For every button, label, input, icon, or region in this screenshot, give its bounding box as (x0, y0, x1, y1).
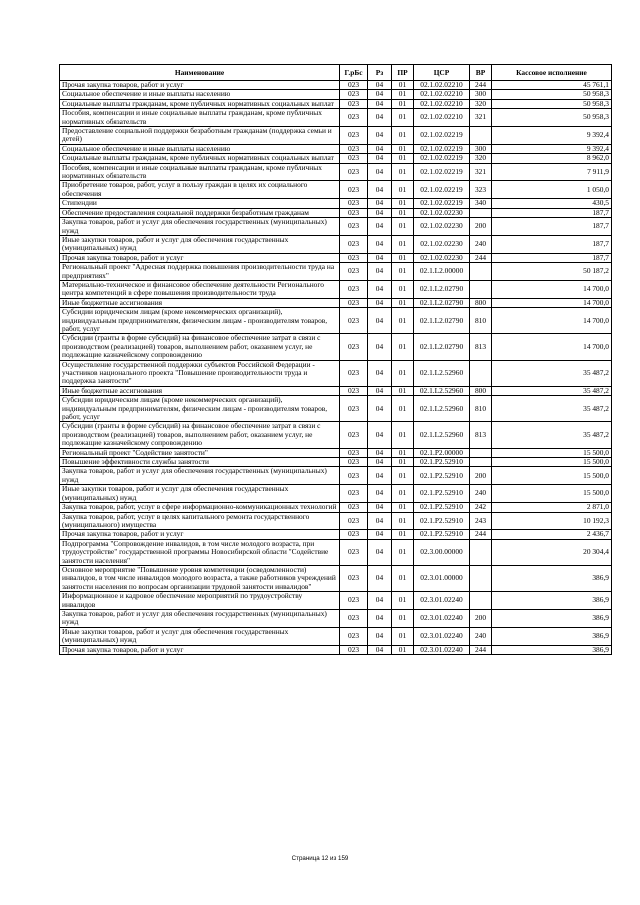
table-row (60, 539, 612, 565)
cell-csr: 02.1.02.02230 (414, 253, 470, 262)
cell-grbs: 023 (340, 592, 368, 610)
cell-grbs: 023 (340, 109, 368, 127)
cell-csr: 02.1.02.02219 (414, 127, 470, 145)
table-row (60, 627, 612, 645)
cell-grbs: 023 (340, 298, 368, 307)
cell-amount: 15 500,0 (492, 467, 612, 485)
cell-vr (470, 448, 492, 457)
cell-rz: 04 (368, 334, 392, 360)
cell-pr: 01 (392, 199, 414, 208)
cell-grbs: 023 (340, 627, 368, 645)
cell-vr: 240 (470, 235, 492, 253)
table-row (60, 235, 612, 253)
cell-grbs: 023 (340, 235, 368, 253)
cell-vr: 813 (470, 334, 492, 360)
cell-csr: 02.1.L2.52960 (414, 396, 470, 422)
table-row (60, 485, 612, 503)
cell-name: Региональный проект "Содействие занятости" (60, 448, 340, 457)
cell-csr: 02.3.01.02240 (414, 592, 470, 610)
cell-name: Осуществление государственной поддержки субъектов Российской Федерации - участников национального проекта "Повышение производительности труда и поддержка занятости" (60, 360, 340, 386)
cell-amount: 35 487,2 (492, 396, 612, 422)
cell-grbs: 023 (340, 144, 368, 153)
cell-csr: 02.1.P2.52910 (414, 530, 470, 539)
cell-grbs: 023 (340, 609, 368, 627)
cell-vr: 244 (470, 645, 492, 654)
cell-pr: 01 (392, 90, 414, 99)
cell-name: Пособия, компенсации и иные социальные выплаты гражданам, кроме публичных нормативных обязательств (60, 109, 340, 127)
cell-amount: 50 187,2 (492, 263, 612, 281)
cell-rz: 04 (368, 109, 392, 127)
cell-csr: 02.3.00.00000 (414, 539, 470, 565)
cell-rz: 04 (368, 154, 392, 163)
cell-amount: 14 700,0 (492, 280, 612, 298)
cell-grbs: 023 (340, 386, 368, 395)
table-row (60, 109, 612, 127)
cell-amount: 187,7 (492, 218, 612, 236)
cell-csr: 02.1.02.02230 (414, 208, 470, 217)
cell-pr: 01 (392, 253, 414, 262)
table-body (60, 81, 612, 655)
cell-csr: 02.1.P2.00000 (414, 448, 470, 457)
cell-csr: 02.1.02.02219 (414, 199, 470, 208)
cell-vr: 300 (470, 90, 492, 99)
table-row (60, 280, 612, 298)
cell-grbs: 023 (340, 99, 368, 108)
cell-pr: 01 (392, 163, 414, 181)
cell-csr: 02.1.P2.52910 (414, 485, 470, 503)
cell-rz: 04 (368, 280, 392, 298)
table-row (60, 467, 612, 485)
cell-rz: 04 (368, 263, 392, 281)
cell-pr: 01 (392, 512, 414, 530)
cell-vr: 240 (470, 485, 492, 503)
cell-rz: 04 (368, 181, 392, 199)
table-row (60, 530, 612, 539)
cell-rz: 04 (368, 81, 392, 90)
cell-rz: 04 (368, 235, 392, 253)
page-footer: Страница 12 из 159 (291, 855, 349, 862)
cell-rz: 04 (368, 144, 392, 153)
cell-vr: 300 (470, 144, 492, 153)
cell-pr: 01 (392, 396, 414, 422)
table-row (60, 396, 612, 422)
table-row (60, 208, 612, 217)
header-csr: ЦСР (414, 65, 470, 81)
cell-amount: 35 487,2 (492, 386, 612, 395)
cell-pr: 01 (392, 448, 414, 457)
cell-vr: 242 (470, 503, 492, 512)
cell-amount: 386,9 (492, 565, 612, 591)
cell-rz: 04 (368, 99, 392, 108)
cell-vr (470, 263, 492, 281)
header-name: Наименование (60, 65, 340, 81)
cell-csr: 02.3.01.02240 (414, 645, 470, 654)
header-rz: Рз (368, 65, 392, 81)
cell-pr: 01 (392, 218, 414, 236)
cell-amount: 386,9 (492, 627, 612, 645)
cell-csr: 02.3.01.02240 (414, 627, 470, 645)
cell-pr: 01 (392, 530, 414, 539)
cell-rz: 04 (368, 360, 392, 386)
cell-rz: 04 (368, 199, 392, 208)
cell-pr: 01 (392, 539, 414, 565)
table-row (60, 386, 612, 395)
cell-amount: 45 761,1 (492, 81, 612, 90)
cell-rz: 04 (368, 512, 392, 530)
cell-csr: 02.1.L2.52960 (414, 386, 470, 395)
cell-grbs: 023 (340, 81, 368, 90)
cell-rz: 04 (368, 503, 392, 512)
cell-amount: 2 871,0 (492, 503, 612, 512)
table-row (60, 181, 612, 199)
cell-amount: 35 487,2 (492, 360, 612, 386)
table-row (60, 144, 612, 153)
cell-csr: 02.1.L2.52960 (414, 422, 470, 448)
cell-vr (470, 458, 492, 467)
cell-pr: 01 (392, 503, 414, 512)
cell-csr: 02.1.02.02210 (414, 99, 470, 108)
cell-amount: 386,9 (492, 592, 612, 610)
cell-rz: 04 (368, 530, 392, 539)
cell-pr: 01 (392, 627, 414, 645)
cell-rz: 04 (368, 645, 392, 654)
cell-name: Иные закупки товаров, работ и услуг для обеспечения государственных (муниципальных) нужд (60, 627, 340, 645)
cell-amount: 2 436,7 (492, 530, 612, 539)
cell-amount: 187,7 (492, 235, 612, 253)
cell-name: Прочая закупка товаров, работ и услуг (60, 253, 340, 262)
cell-name: Информационное и кадровое обеспечение мероприятий по трудоустройству инвалидов (60, 592, 340, 610)
cell-grbs: 023 (340, 280, 368, 298)
cell-amount: 20 304,4 (492, 539, 612, 565)
cell-rz: 04 (368, 539, 392, 565)
cell-vr (470, 565, 492, 591)
cell-vr: 800 (470, 386, 492, 395)
cell-grbs: 023 (340, 512, 368, 530)
cell-csr: 02.1.L2.02790 (414, 334, 470, 360)
cell-rz: 04 (368, 90, 392, 99)
cell-csr: 02.1.P2.52910 (414, 503, 470, 512)
cell-vr: 800 (470, 298, 492, 307)
table-row (60, 503, 612, 512)
cell-grbs: 023 (340, 448, 368, 457)
cell-grbs: 023 (340, 360, 368, 386)
table-row (60, 263, 612, 281)
cell-vr: 810 (470, 396, 492, 422)
cell-amount: 50 958,3 (492, 90, 612, 99)
cell-csr: 02.1.02.02219 (414, 144, 470, 153)
cell-csr: 02.1.L2.52960 (414, 360, 470, 386)
cell-vr (470, 127, 492, 145)
cell-amount: 50 958,3 (492, 99, 612, 108)
cell-amount: 15 500,0 (492, 458, 612, 467)
cell-grbs: 023 (340, 218, 368, 236)
cell-vr: 320 (470, 99, 492, 108)
cell-pr: 01 (392, 467, 414, 485)
cell-pr: 01 (392, 458, 414, 467)
cell-name: Субсидии (гранты в форме субсидий) на финансовое обеспечение затрат в связи с производством (реализацией) товаров, выполнением работ, оказанием услуг, не подлежащие казначейскому сопровождению (60, 422, 340, 448)
cell-rz: 04 (368, 467, 392, 485)
cell-vr: 244 (470, 81, 492, 90)
cell-grbs: 023 (340, 334, 368, 360)
cell-name: Субсидии (гранты в форме субсидий) на финансовое обеспечение затрат в связи с производством (реализацией) товаров, выполнением работ, оказанием услуг, не подлежащие казначейскому сопровождению (60, 334, 340, 360)
cell-name: Закупка товаров, работ и услуг для обеспечения государственных (муниципальных) нужд (60, 609, 340, 627)
cell-grbs: 023 (340, 90, 368, 99)
cell-amount: 14 700,0 (492, 308, 612, 334)
cell-name: Иные закупки товаров, работ и услуг для обеспечения государственных (муниципальных) нужд (60, 235, 340, 253)
cell-name: Основное мероприятие "Повышение уровня компетенции (осведомленности) инвалидов, в том числе инвалидов молодого возраста, а также работников учреждений занятости населения по вопросам организации трудовой занятости инвалидов" (60, 565, 340, 591)
table-row (60, 592, 612, 610)
cell-rz: 04 (368, 386, 392, 395)
cell-pr: 01 (392, 81, 414, 90)
cell-rz: 04 (368, 485, 392, 503)
cell-grbs: 023 (340, 539, 368, 565)
cell-name: Приобретение товаров, работ, услуг в пользу граждан в целях их социального обеспечения (60, 181, 340, 199)
cell-grbs: 023 (340, 565, 368, 591)
cell-grbs: 023 (340, 645, 368, 654)
header-pr: ПР (392, 65, 414, 81)
cell-csr: 02.1.02.02219 (414, 154, 470, 163)
cell-csr: 02.1.02.02219 (414, 181, 470, 199)
cell-amount: 15 500,0 (492, 448, 612, 457)
table-row (60, 645, 612, 654)
cell-name: Региональный проект "Адресная поддержка повышения производительности труда на предприятиях" (60, 263, 340, 281)
table-row (60, 422, 612, 448)
cell-amount: 35 487,2 (492, 422, 612, 448)
table-row (60, 458, 612, 467)
cell-amount: 8 962,0 (492, 154, 612, 163)
cell-grbs: 023 (340, 127, 368, 145)
cell-vr (470, 360, 492, 386)
cell-pr: 01 (392, 308, 414, 334)
cell-vr: 244 (470, 530, 492, 539)
cell-name: Закупка товаров, работ, услуг в целях капитального ремонта государственного (муниципального) имущества (60, 512, 340, 530)
cell-name: Субсидии юридическим лицам (кроме некоммерческих организаций), индивидуальным предпринимателям, физическим лицам - производителям товаров, работ, услуг (60, 396, 340, 422)
cell-name: Прочая закупка товаров, работ и услуг (60, 81, 340, 90)
cell-pr: 01 (392, 144, 414, 153)
cell-rz: 04 (368, 396, 392, 422)
cell-vr (470, 208, 492, 217)
budget-execution-table (59, 64, 612, 655)
cell-vr: 200 (470, 609, 492, 627)
cell-name: Стипендии (60, 199, 340, 208)
cell-name: Иные бюджетные ассигнования (60, 298, 340, 307)
cell-rz: 04 (368, 308, 392, 334)
cell-name: Закупка товаров, работ и услуг для обеспечения государственных (муниципальных) нужд (60, 467, 340, 485)
header-grbs: Г.рБс (340, 65, 368, 81)
cell-rz: 04 (368, 208, 392, 217)
cell-vr: 244 (470, 253, 492, 262)
cell-rz: 04 (368, 592, 392, 610)
cell-pr: 01 (392, 298, 414, 307)
cell-rz: 04 (368, 565, 392, 591)
cell-csr: 02.1.P2.52910 (414, 458, 470, 467)
cell-name: Материально-техническое и финансовое обеспечение деятельности Регионального центра компетенций в сфере повышения производительности труда (60, 280, 340, 298)
cell-csr: 02.3.01.02240 (414, 609, 470, 627)
cell-name: Закупка товаров, работ, услуг в сфере информационно-коммуникационных технологий (60, 503, 340, 512)
cell-vr (470, 280, 492, 298)
cell-pr: 01 (392, 235, 414, 253)
cell-vr: 320 (470, 154, 492, 163)
cell-grbs: 023 (340, 163, 368, 181)
table-row (60, 253, 612, 262)
cell-rz: 04 (368, 609, 392, 627)
cell-name: Пособия, компенсации и иные социальные выплаты гражданам, кроме публичных нормативных обязательств (60, 163, 340, 181)
cell-pr: 01 (392, 360, 414, 386)
table-header-row (60, 65, 612, 81)
cell-pr: 01 (392, 592, 414, 610)
cell-pr: 01 (392, 422, 414, 448)
cell-name: Прочая закупка товаров, работ и услуг (60, 530, 340, 539)
cell-amount: 187,7 (492, 208, 612, 217)
table-row (60, 81, 612, 90)
cell-name: Закупка товаров, работ и услуг для обеспечения государственных (муниципальных) нужд (60, 218, 340, 236)
cell-amount: 7 911,9 (492, 163, 612, 181)
cell-name: Социальное обеспечение и иные выплаты населению (60, 144, 340, 153)
cell-grbs: 023 (340, 208, 368, 217)
cell-pr: 01 (392, 645, 414, 654)
header-vr: ВР (470, 65, 492, 81)
cell-vr: 243 (470, 512, 492, 530)
cell-pr: 01 (392, 609, 414, 627)
table-row (60, 565, 612, 591)
cell-amount: 386,9 (492, 609, 612, 627)
cell-name: Обеспечение предоставления социальной поддержки безработным гражданам (60, 208, 340, 217)
table-row (60, 334, 612, 360)
cell-name: Иные закупки товаров, работ и услуг для обеспечения государственных (муниципальных) нужд (60, 485, 340, 503)
cell-rz: 04 (368, 163, 392, 181)
cell-name: Социальные выплаты гражданам, кроме публичных нормативных социальных выплат (60, 99, 340, 108)
cell-rz: 04 (368, 298, 392, 307)
cell-grbs: 023 (340, 181, 368, 199)
cell-pr: 01 (392, 208, 414, 217)
cell-amount: 9 392,4 (492, 144, 612, 153)
table-row (60, 199, 612, 208)
cell-name: Иные бюджетные ассигнования (60, 386, 340, 395)
header-amount: Кассовое исполнение (492, 65, 612, 81)
cell-name: Подпрограмма "Сопровождение инвалидов, в том числе молодого возраста, при трудоустройстве" государственной программы Новосибирской области "Содействие занятости населения" (60, 539, 340, 565)
cell-grbs: 023 (340, 467, 368, 485)
cell-pr: 01 (392, 127, 414, 145)
table-row (60, 154, 612, 163)
table-row (60, 360, 612, 386)
cell-grbs: 023 (340, 530, 368, 539)
table-row (60, 308, 612, 334)
cell-amount: 14 700,0 (492, 334, 612, 360)
cell-pr: 01 (392, 386, 414, 395)
cell-grbs: 023 (340, 263, 368, 281)
table-row (60, 448, 612, 457)
cell-grbs: 023 (340, 199, 368, 208)
cell-pr: 01 (392, 565, 414, 591)
cell-csr: 02.1.L2.02790 (414, 280, 470, 298)
cell-vr: 340 (470, 199, 492, 208)
table-row (60, 609, 612, 627)
cell-amount: 1 050,0 (492, 181, 612, 199)
table-row (60, 218, 612, 236)
cell-csr: 02.1.02.02219 (414, 163, 470, 181)
cell-rz: 04 (368, 218, 392, 236)
cell-amount: 430,5 (492, 199, 612, 208)
cell-grbs: 023 (340, 253, 368, 262)
cell-pr: 01 (392, 99, 414, 108)
cell-vr: 813 (470, 422, 492, 448)
cell-pr: 01 (392, 109, 414, 127)
cell-amount: 15 500,0 (492, 485, 612, 503)
cell-csr: 02.1.02.02210 (414, 81, 470, 90)
cell-name: Социальное обеспечение и иные выплаты населению (60, 90, 340, 99)
cell-csr: 02.3.01.00000 (414, 565, 470, 591)
cell-amount: 187,7 (492, 253, 612, 262)
cell-csr: 02.1.02.02230 (414, 218, 470, 236)
table-row (60, 298, 612, 307)
cell-amount: 9 392,4 (492, 127, 612, 145)
cell-vr: 810 (470, 308, 492, 334)
table-row (60, 99, 612, 108)
cell-csr: 02.1.L2.00000 (414, 263, 470, 281)
cell-name: Предоставление социальной поддержки безработным гражданам (поддержка семьи и детей) (60, 127, 340, 145)
cell-vr: 323 (470, 181, 492, 199)
cell-csr: 02.1.P2.52910 (414, 512, 470, 530)
cell-vr: 200 (470, 218, 492, 236)
cell-pr: 01 (392, 334, 414, 360)
cell-rz: 04 (368, 253, 392, 262)
cell-pr: 01 (392, 280, 414, 298)
cell-pr: 01 (392, 263, 414, 281)
cell-grbs: 023 (340, 503, 368, 512)
cell-csr: 02.1.P2.52910 (414, 467, 470, 485)
cell-pr: 01 (392, 154, 414, 163)
cell-vr: 240 (470, 627, 492, 645)
cell-amount: 50 958,3 (492, 109, 612, 127)
cell-name: Субсидии юридическим лицам (кроме некоммерческих организаций), индивидуальным предпринимателям, физическим лицам - производителям товаров, работ, услуг (60, 308, 340, 334)
cell-grbs: 023 (340, 422, 368, 448)
cell-csr: 02.1.L2.02790 (414, 308, 470, 334)
cell-csr: 02.1.02.02210 (414, 90, 470, 99)
cell-name: Социальные выплаты гражданам, кроме публичных нормативных социальных выплат (60, 154, 340, 163)
table-row (60, 90, 612, 99)
table-row (60, 163, 612, 181)
table-row (60, 127, 612, 145)
cell-csr: 02.1.02.02210 (414, 109, 470, 127)
cell-amount: 386,9 (492, 645, 612, 654)
cell-pr: 01 (392, 485, 414, 503)
cell-grbs: 023 (340, 458, 368, 467)
cell-name: Повышение эффективности службы занятости (60, 458, 340, 467)
cell-grbs: 023 (340, 485, 368, 503)
cell-csr: 02.1.02.02230 (414, 235, 470, 253)
cell-vr (470, 592, 492, 610)
table-row (60, 512, 612, 530)
cell-grbs: 023 (340, 308, 368, 334)
cell-vr: 321 (470, 109, 492, 127)
cell-csr: 02.1.L2.02790 (414, 298, 470, 307)
cell-rz: 04 (368, 127, 392, 145)
cell-amount: 14 700,0 (492, 298, 612, 307)
cell-vr: 321 (470, 163, 492, 181)
cell-name: Прочая закупка товаров, работ и услуг (60, 645, 340, 654)
cell-rz: 04 (368, 627, 392, 645)
cell-rz: 04 (368, 422, 392, 448)
cell-amount: 10 192,3 (492, 512, 612, 530)
cell-pr: 01 (392, 181, 414, 199)
cell-rz: 04 (368, 458, 392, 467)
cell-grbs: 023 (340, 154, 368, 163)
cell-rz: 04 (368, 448, 392, 457)
cell-vr: 200 (470, 467, 492, 485)
cell-vr (470, 539, 492, 565)
cell-grbs: 023 (340, 396, 368, 422)
